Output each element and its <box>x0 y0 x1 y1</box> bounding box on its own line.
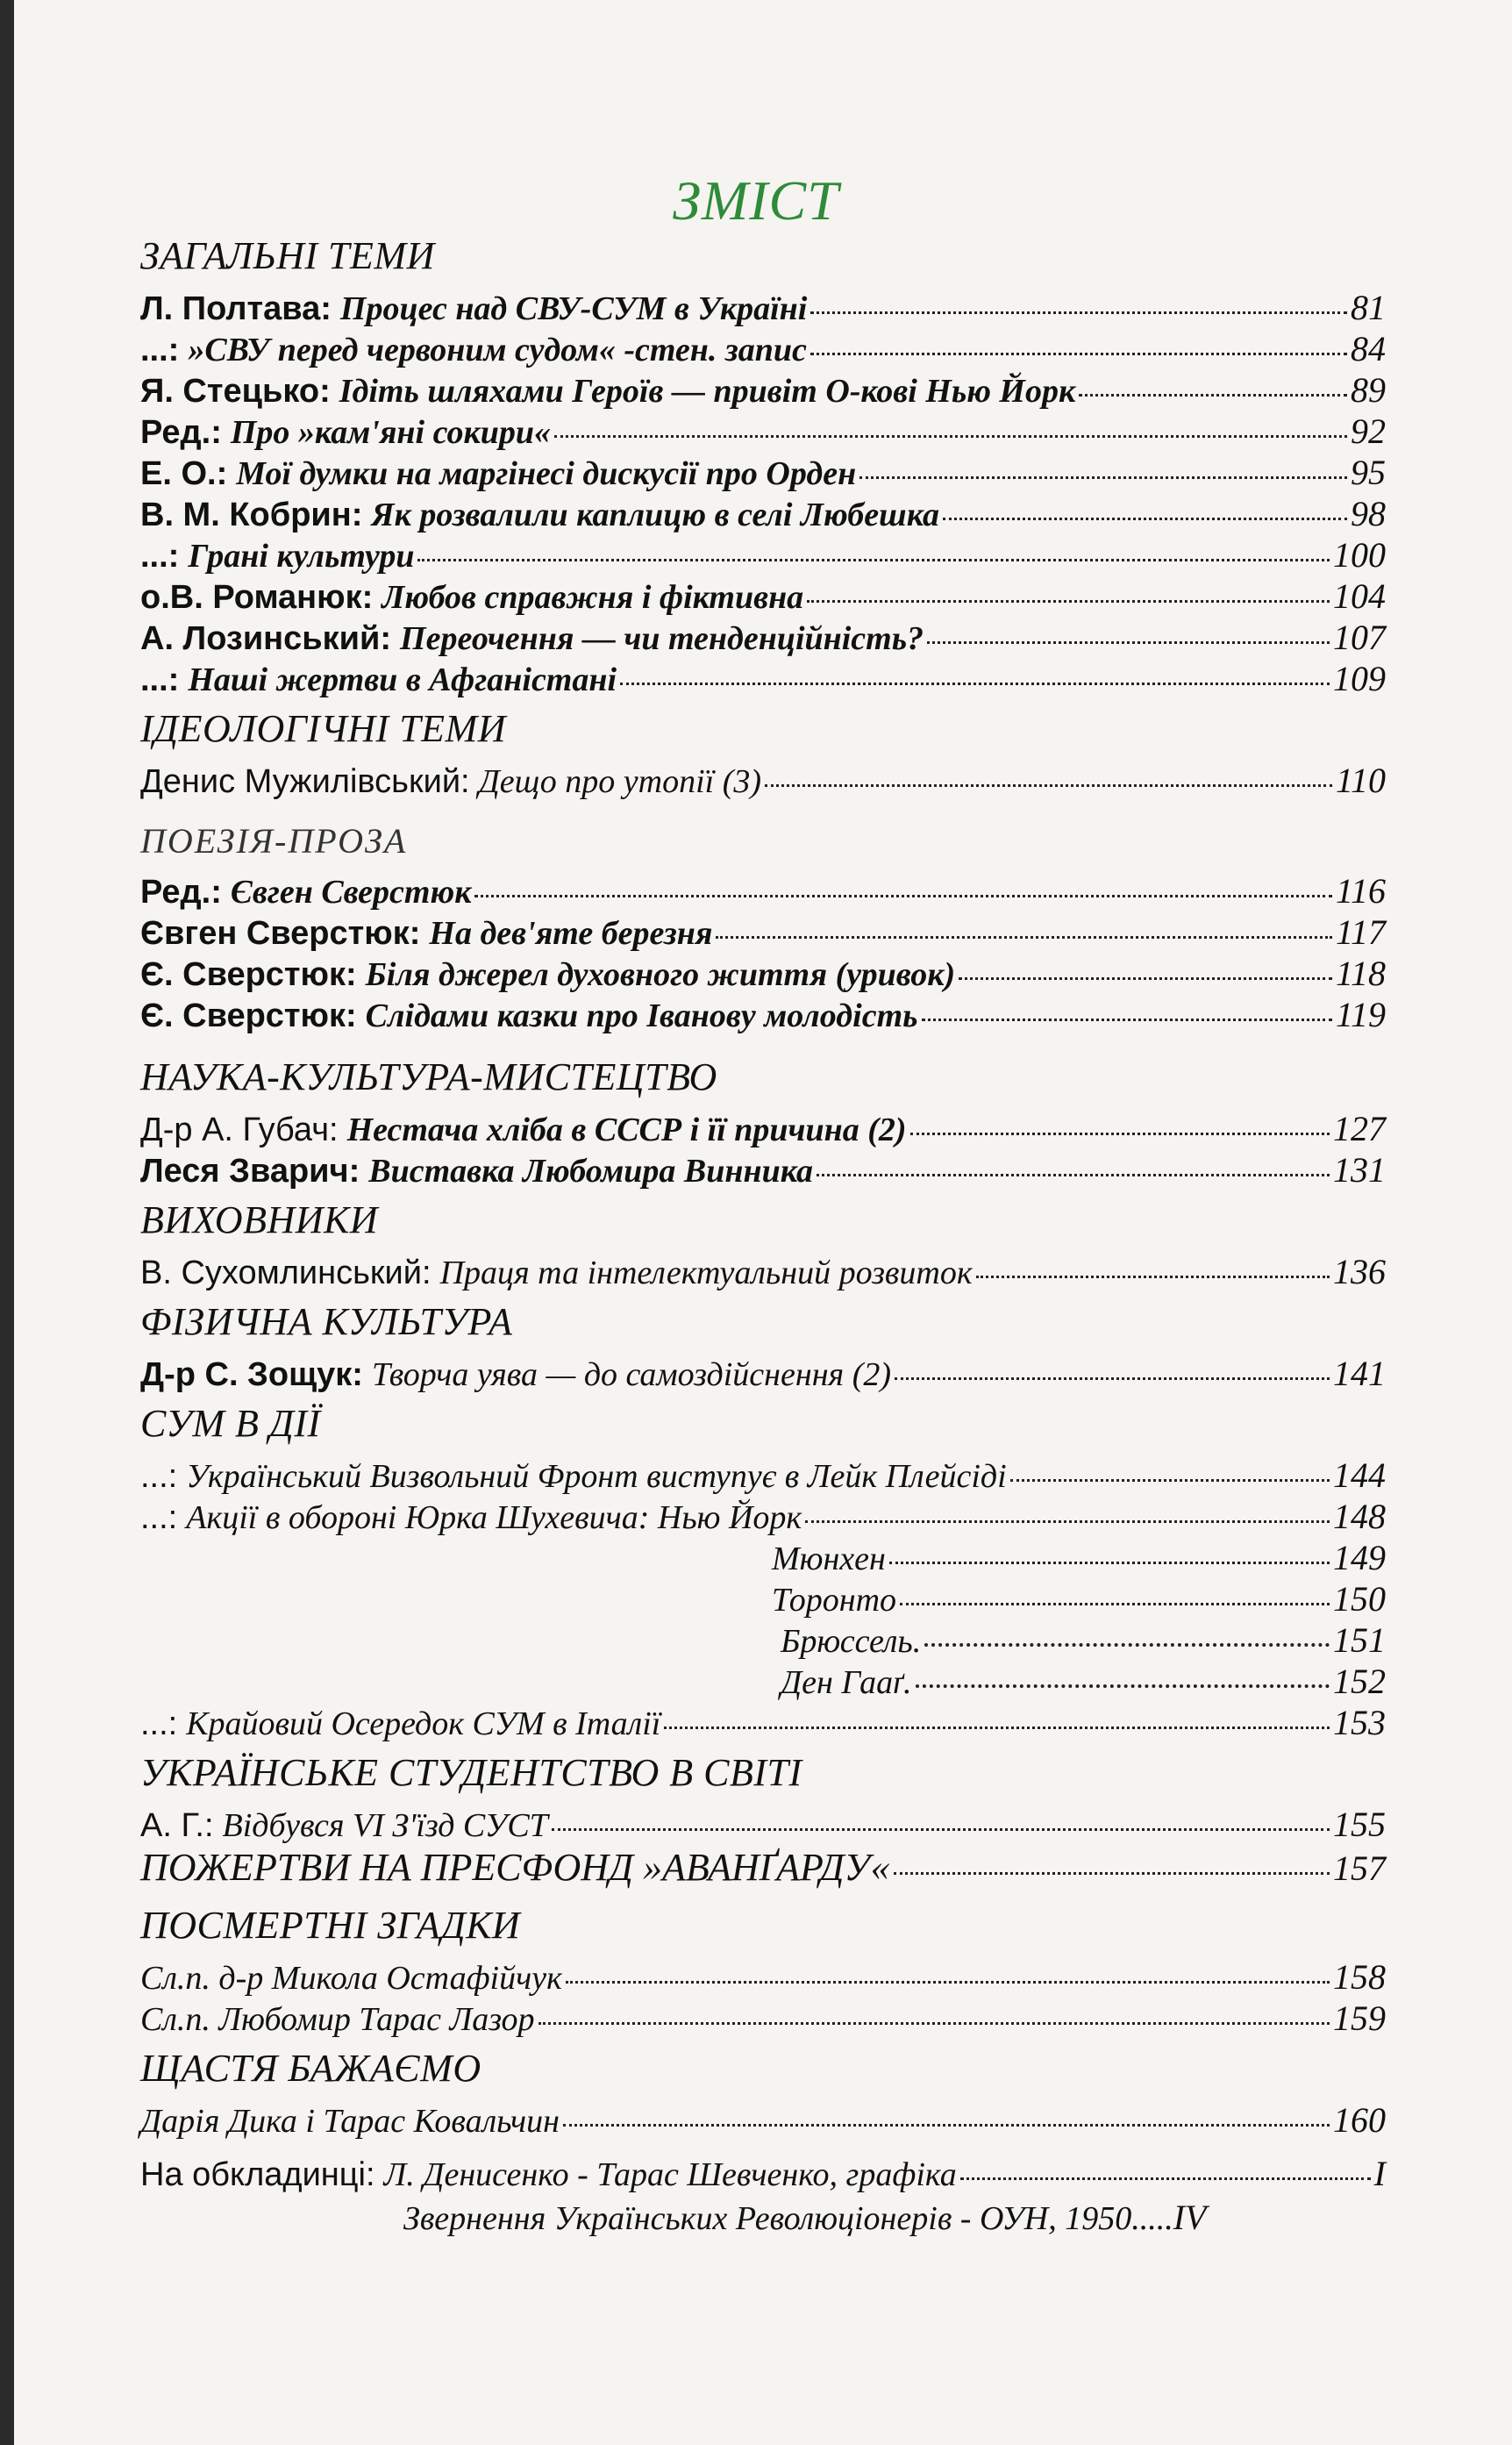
section-heading: ФІЗИЧНА КУЛЬТУРА <box>140 1300 513 1343</box>
cover-description: Л. Денисенко - Тарас Шевченко, графіка <box>383 2156 957 2193</box>
entry-title: Євген Сверстюк <box>230 874 472 911</box>
entry-author: ...: <box>140 1458 178 1495</box>
entry-title: Переочення — чи тенденційність? <box>400 620 924 657</box>
entry-title: Про »кам'яні сокири« <box>230 414 552 451</box>
entry-author: Л. Полтава: <box>140 290 332 327</box>
toc-entry[interactable] <box>140 1353 1386 1394</box>
entry-page: 152 <box>1333 1662 1386 1701</box>
entry-page: 148 <box>1333 1497 1386 1536</box>
leader-dots <box>810 311 1347 314</box>
section-heading: ПОЕЗІЯ-ПРОЗА <box>140 821 408 861</box>
toc-entry[interactable] <box>140 287 1386 328</box>
entry-author: ...: <box>140 1705 178 1742</box>
leader-dots <box>895 1377 1330 1380</box>
entry-title: Процес над СВУ-СУМ в Україні <box>339 290 808 327</box>
leader-dots <box>765 784 1332 787</box>
toc-entry[interactable] <box>140 1804 1386 1845</box>
leader-dots <box>664 1727 1330 1729</box>
toc-entry[interactable] <box>140 760 1386 801</box>
entry-author: Євген Сверстюк: <box>140 915 421 952</box>
entry-author: Є. Сверстюк: <box>140 956 357 993</box>
leader-dots <box>716 936 1332 939</box>
entry-page: 149 <box>1333 1538 1386 1577</box>
leader-dots <box>620 683 1330 685</box>
entry-title: »СВУ перед червоним судом« -стен. запис <box>188 332 807 368</box>
toc-entry[interactable] <box>140 912 1386 953</box>
entry-author: Ред.: <box>140 874 222 911</box>
toc-subentry[interactable] <box>781 1619 1386 1661</box>
toc-entry[interactable] <box>140 452 1386 493</box>
entry-page: 158 <box>1333 1957 1386 1997</box>
entry-author: ...: <box>140 661 180 698</box>
leader-dots <box>959 977 1332 980</box>
entry-page: 141 <box>1333 1354 1386 1393</box>
section-heading: ЗАГАЛЬНІ ТЕМИ <box>140 234 435 277</box>
entry-author: Ред.: <box>140 414 222 451</box>
entry-title: Український Визвольний Фронт виступує в Лейк Плейсіді <box>186 1458 1007 1495</box>
leader-dots <box>810 353 1347 355</box>
leader-dots <box>927 641 1330 644</box>
entry-page: 131 <box>1333 1150 1386 1190</box>
toc-entry[interactable] <box>140 369 1386 411</box>
cover-label: На обкладинці: <box>140 2156 375 2193</box>
cover-description-2: Звернення Українських Революціонерів - ОУН, 1950..... <box>403 2200 1173 2237</box>
leader-dots <box>554 435 1347 438</box>
toc-entry[interactable] <box>140 870 1386 912</box>
entry-title: Творча уява — до самоздійснення (2) <box>371 1356 892 1393</box>
entry-title: Сл.п. Любомир Тарас Лазор <box>140 2001 535 2038</box>
leader-dots <box>563 2124 1330 2127</box>
leader-dots <box>417 559 1330 561</box>
entry-title: Виставка Любомира Винника <box>368 1153 814 1190</box>
leader-dots <box>924 1643 1330 1647</box>
entry-page: 159 <box>1333 1998 1386 2038</box>
entry-author: ...: <box>140 1499 178 1536</box>
leader-dots <box>859 476 1347 479</box>
entry-author: Леся Зварич: <box>140 1153 360 1190</box>
entry-page: 98 <box>1351 494 1386 533</box>
section-heading: НАУКА-КУЛЬТУРА-МИСТЕЦТВО <box>140 1055 717 1098</box>
leader-dots <box>474 895 1332 897</box>
toc-entry[interactable] <box>140 1702 1386 1743</box>
entry-author: Е. О.: <box>140 455 228 492</box>
section-heading: ПОЖЕРТВИ НА ПРЕСФОНД »АВАНҐАРДУ« <box>140 1846 890 1889</box>
toc-subentry[interactable] <box>772 1537 1386 1578</box>
entry-title: Слідами казки про Івановy молодість <box>365 997 918 1034</box>
entry-title: Нестача хліба в СССР і її причина (2) <box>346 1112 907 1148</box>
entry-title: На дев'яте березня <box>429 915 713 952</box>
toc-entry[interactable] <box>140 1998 1386 2039</box>
entry-title: Крайовий Осередок СУМ в Італії <box>186 1705 661 1742</box>
entry-page: 157 <box>1333 1848 1386 1888</box>
entry-author: Д-р А. Губач: <box>140 1112 339 1148</box>
cover-note <box>140 2153 1386 2197</box>
entry-page: 118 <box>1335 954 1386 993</box>
section-heading: ЩАСТЯ БАЖАЄМО <box>140 2047 481 2090</box>
entry-title: Відбувся VI З'їзд СУСТ <box>222 1807 548 1844</box>
entry-title: Грані культури <box>188 538 415 575</box>
leader-dots <box>894 1872 1330 1875</box>
table-of-contents <box>140 226 1386 2241</box>
page-title: ЗМІСТ <box>673 169 839 232</box>
leader-dots <box>976 1276 1330 1278</box>
cover-note-2 <box>403 2197 1386 2241</box>
cover-page-2: IV <box>1173 2198 1207 2237</box>
toc-entry[interactable] <box>140 994 1386 1035</box>
entry-page: 119 <box>1335 995 1386 1034</box>
entry-author: А. Г.: <box>140 1807 214 1844</box>
entry-page: 160 <box>1333 2100 1386 2140</box>
toc-entry[interactable] <box>140 1496 1386 1537</box>
leader-dots <box>889 1562 1330 1564</box>
toc-entry[interactable] <box>140 1251 1386 1292</box>
leader-dots <box>922 1019 1332 1021</box>
leader-dots <box>960 2177 1371 2180</box>
leader-dots <box>910 1133 1330 1135</box>
entry-page: 150 <box>1333 1579 1386 1619</box>
entry-page: 144 <box>1333 1455 1386 1495</box>
leader-dots <box>538 2022 1330 2025</box>
entry-title: Праця та інтелектуальний розвиток <box>439 1255 973 1291</box>
leader-dots <box>817 1174 1330 1176</box>
entry-page: 155 <box>1333 1805 1386 1844</box>
entry-page: 95 <box>1351 453 1386 492</box>
leader-dots <box>805 1520 1330 1523</box>
entry-title: Торонто <box>772 1582 897 1619</box>
leader-dots <box>807 600 1330 603</box>
toc-entry[interactable] <box>140 1149 1386 1190</box>
entry-page: 153 <box>1333 1703 1386 1742</box>
toc-entry[interactable] <box>140 534 1386 576</box>
leader-dots <box>1079 394 1347 397</box>
entry-page: 107 <box>1333 618 1386 657</box>
toc-entry[interactable] <box>140 493 1386 534</box>
toc-entry[interactable] <box>140 617 1386 658</box>
toc-entry[interactable] <box>140 1108 1386 1149</box>
entry-author: Є. Сверстюк: <box>140 997 357 1034</box>
entry-title: Дещо про утопії (3) <box>478 763 762 800</box>
entry-page: 84 <box>1351 329 1386 368</box>
entry-page: 89 <box>1351 370 1386 410</box>
leader-dots <box>566 1981 1330 1984</box>
entry-page: 127 <box>1333 1109 1386 1148</box>
section-heading: СУМ В ДІЇ <box>140 1402 321 1445</box>
entry-author: В. М. Кобрин: <box>140 497 363 533</box>
entry-title: Біля джерел духовного життя (уривок) <box>365 956 956 993</box>
entry-author: Д-р С. Зощук: <box>140 1356 363 1393</box>
leader-dots <box>1010 1479 1330 1482</box>
leader-dots <box>552 1828 1330 1831</box>
toc-entry[interactable] <box>140 411 1386 452</box>
entry-author: ...: <box>140 332 180 368</box>
entry-title: Наші жертви в Афганістані <box>188 661 617 698</box>
entry-title: Ден Гааґ. <box>781 1664 912 1701</box>
toc-entry[interactable] <box>140 1956 1386 1998</box>
page-edge <box>0 0 14 2445</box>
entry-title: Брюссель. <box>781 1623 922 1660</box>
toc-entry[interactable] <box>140 658 1386 699</box>
toc-entry[interactable] <box>140 328 1386 369</box>
entry-author: В. Сухомлинський: <box>140 1255 431 1291</box>
toc-subentry[interactable] <box>772 1578 1386 1619</box>
toc-entry[interactable] <box>140 2099 1386 2141</box>
entry-page: 116 <box>1335 871 1386 911</box>
entry-title: Ідіть шляхами Героїв — привіт О-кові Нью Йорк <box>339 373 1076 410</box>
entry-title: Дарія Дика і Тарас Ковальчин <box>140 2103 560 2140</box>
leader-dots <box>900 1603 1330 1605</box>
entry-author: А. Лозинський: <box>140 620 392 657</box>
entry-page: 109 <box>1333 659 1386 698</box>
entry-author: о.В. Романюк: <box>140 579 374 616</box>
toc-entry[interactable] <box>140 953 1386 994</box>
entry-page: 104 <box>1333 576 1386 616</box>
entry-page: 117 <box>1335 912 1386 952</box>
entry-page: 92 <box>1351 411 1386 451</box>
toc-subentry[interactable] <box>781 1661 1386 1702</box>
leader-dots <box>916 1684 1330 1688</box>
entry-author: Денис Мужилівський: <box>140 763 470 800</box>
entry-page: 81 <box>1351 288 1386 327</box>
toc-entry[interactable] <box>140 576 1386 617</box>
entry-title: Як розвалили каплицю в селі Любешка <box>371 497 940 533</box>
entry-title: Акції в обороні Юрка Шухевича: Нью Йорк <box>186 1499 802 1536</box>
cover-page: I <box>1373 2154 1386 2193</box>
section-heading: ІДЕОЛОГІЧНІ ТЕМИ <box>140 707 506 750</box>
entry-page: 100 <box>1333 535 1386 575</box>
entry-author: ...: <box>140 538 180 575</box>
entry-page: 151 <box>1333 1620 1386 1660</box>
section-heading: УКРАЇНСЬКЕ СТУДЕНТСТВО В СВІТІ <box>140 1751 802 1794</box>
entry-page: 136 <box>1333 1252 1386 1291</box>
entry-title: Любов справжня і фіктивна <box>382 579 804 616</box>
toc-entry[interactable] <box>140 1845 1386 1896</box>
entry-page: 110 <box>1335 761 1386 800</box>
entry-title: Мюнхен <box>772 1541 886 1577</box>
entry-author: Я. Стецько: <box>140 373 331 410</box>
toc-entry[interactable] <box>140 1455 1386 1496</box>
leader-dots <box>943 518 1347 520</box>
section-heading: ПОСМЕРТНІ ЗГАДКИ <box>140 1904 521 1947</box>
entry-title: Сл.п. д-р Микола Остафійчук <box>140 1960 562 1997</box>
entry-title: Мої думки на маргінесі дискусії про Орден <box>236 455 857 492</box>
section-heading: ВИХОВНИКИ <box>140 1198 378 1241</box>
